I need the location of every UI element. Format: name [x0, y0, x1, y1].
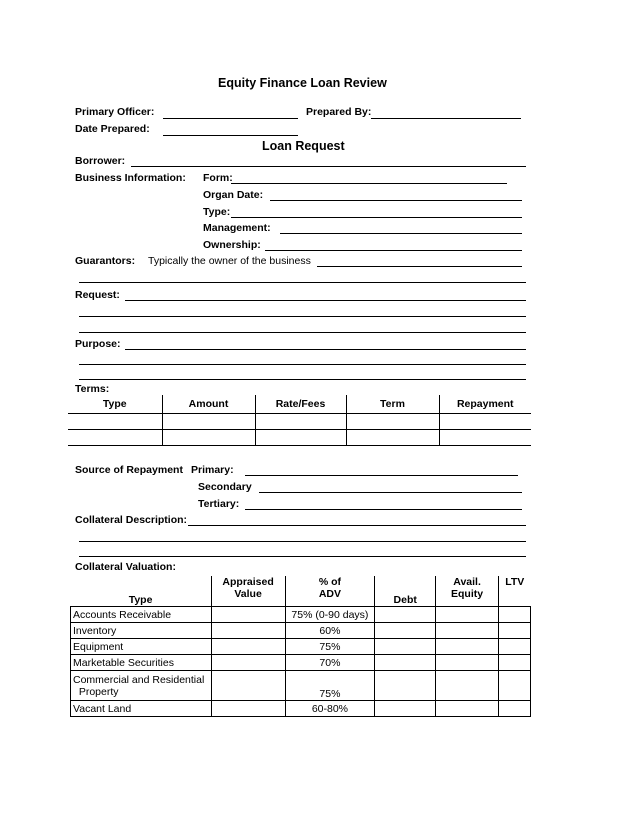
management-field[interactable]	[280, 233, 522, 234]
purpose-label: Purpose:	[75, 338, 121, 350]
collateral-valuation-label: Collateral Valuation:	[75, 561, 176, 573]
form-field[interactable]	[231, 183, 507, 184]
terms-header-repayment: Repayment	[439, 395, 531, 414]
table-row	[71, 607, 531, 623]
guarantors-label: Guarantors:	[75, 255, 136, 267]
collateral-description-label: Collateral Description:	[75, 514, 188, 526]
collateral-description-field-2[interactable]	[79, 541, 526, 542]
guarantors-field-2[interactable]	[79, 282, 526, 283]
ownership-label: Ownership:	[203, 239, 261, 251]
terms-header-rate: Rate/Fees	[255, 395, 346, 414]
source-repayment-label: Source of Repayment	[75, 464, 183, 476]
secondary-label: Secondary	[198, 481, 252, 493]
secondary-repayment-field[interactable]	[259, 492, 522, 493]
terms-header-amount: Amount	[162, 395, 255, 414]
cv-adv: 60-80%	[285, 701, 375, 717]
cv-type: Marketable Securities	[71, 655, 212, 671]
cv-type: Equipment	[71, 639, 212, 655]
cv-type: Accounts Receivable	[71, 607, 212, 623]
collateral-description-field[interactable]	[188, 525, 526, 526]
organ-date-label: Organ Date:	[203, 189, 264, 201]
terms-header-type: Type	[68, 395, 162, 414]
borrower-label: Borrower:	[75, 155, 126, 167]
cv-header-avail-equity: Avail. Equity	[436, 576, 499, 607]
prepared-by-label: Prepared By:	[306, 106, 372, 118]
cv-adv: 75% (0-90 days)	[285, 607, 375, 623]
form-label: Form:	[203, 172, 233, 184]
ownership-field[interactable]	[265, 250, 522, 251]
cv-header-ltv: LTV	[499, 576, 531, 607]
loan-request-heading: Loan Request	[262, 139, 345, 153]
prepared-by-field[interactable]	[371, 118, 521, 119]
terms-header-term: Term	[346, 395, 439, 414]
purpose-field[interactable]	[125, 349, 526, 350]
date-prepared-label: Date Prepared:	[75, 123, 150, 135]
collateral-valuation-table	[70, 576, 531, 717]
cv-adv: 70%	[285, 655, 375, 671]
table-row	[68, 414, 531, 430]
cv-adv: 75%	[285, 639, 375, 655]
table-row	[68, 430, 531, 446]
table-row	[71, 639, 531, 655]
purpose-field-2[interactable]	[79, 364, 526, 365]
cv-adv: 75%	[285, 671, 375, 701]
date-prepared-field[interactable]	[163, 135, 298, 136]
table-row	[71, 701, 531, 717]
terms-table	[68, 395, 531, 446]
request-field-3[interactable]	[79, 332, 526, 333]
type-label: Type:	[203, 206, 231, 218]
guarantors-note: Typically the owner of the business	[148, 255, 311, 267]
cv-adv: 60%	[285, 623, 375, 639]
primary-officer-label: Primary Officer:	[75, 106, 155, 118]
tertiary-label: Tertiary:	[198, 498, 240, 510]
business-info-label: Business Information:	[75, 172, 186, 184]
primary-officer-field[interactable]	[163, 118, 298, 119]
tertiary-repayment-field[interactable]	[245, 509, 522, 510]
organ-date-field[interactable]	[270, 200, 522, 201]
borrower-field[interactable]	[131, 166, 526, 167]
primary-label: Primary:	[191, 464, 234, 476]
cv-header-appraised: Appraised Value	[211, 576, 285, 607]
request-field-2[interactable]	[79, 316, 526, 317]
purpose-field-3[interactable]	[79, 379, 526, 380]
cv-type: Vacant Land	[71, 701, 212, 717]
management-label: Management:	[203, 222, 271, 234]
cv-header-type: Type	[71, 576, 212, 607]
request-label: Request:	[75, 289, 120, 301]
terms-label: Terms:	[75, 383, 110, 395]
request-field[interactable]	[125, 300, 526, 301]
table-row	[71, 655, 531, 671]
cv-header-debt: Debt	[375, 576, 436, 607]
guarantors-field[interactable]	[317, 266, 522, 267]
collateral-description-field-3[interactable]	[79, 556, 526, 557]
cv-type: Inventory	[71, 623, 212, 639]
cv-header-adv: % of ADV	[285, 576, 375, 607]
cv-type: Commercial and Residential Property	[71, 671, 212, 701]
type-field[interactable]	[231, 217, 522, 218]
primary-repayment-field[interactable]	[245, 475, 518, 476]
table-row	[71, 623, 531, 639]
page-title: Equity Finance Loan Review	[218, 76, 387, 90]
table-row	[71, 671, 531, 701]
